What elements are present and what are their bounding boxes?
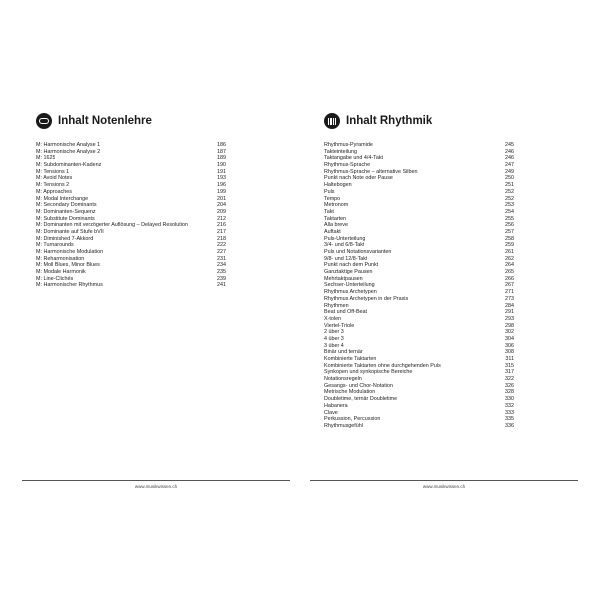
toc-entry-page: 255 <box>505 215 514 222</box>
toc-entry <box>324 262 514 269</box>
toc-entry <box>36 236 226 243</box>
toc-entry <box>324 209 514 216</box>
section-title: Inhalt Rhythmik <box>346 115 433 127</box>
toc-entry-title: M: Diminished 7-Akkord <box>36 235 94 242</box>
toc-entry <box>324 303 514 310</box>
toc-entry <box>36 282 226 289</box>
toc-entry-page: 250 <box>505 175 514 182</box>
toc-entry <box>324 343 514 350</box>
toc-entry <box>324 196 514 203</box>
toc-entry-title: Beat und Off-Beat <box>324 309 368 316</box>
toc-entry-page: 330 <box>505 396 514 403</box>
toc-entry-page: 306 <box>505 342 514 349</box>
toc-entry-title: Synkopen und synkopische Bereiche <box>324 369 413 376</box>
toc-entry <box>324 276 514 283</box>
toc-entry-page: 335 <box>505 416 514 423</box>
toc-entry-page: 302 <box>505 329 514 336</box>
section-title: Inhalt Notenlehre <box>58 115 152 127</box>
toc-entry-title: Auftakt <box>324 228 341 235</box>
toc-entry-page: 266 <box>505 275 514 282</box>
toc-entry <box>324 289 514 296</box>
toc-entry-page: 256 <box>505 222 514 229</box>
toc-entry <box>36 262 226 269</box>
toc-entry <box>324 256 514 263</box>
toc-entry <box>324 142 514 149</box>
toc-entry-title: M: Tensions 2 <box>36 182 70 189</box>
toc-entry-page: 201 <box>217 195 226 202</box>
toc-entry-page: 328 <box>505 389 514 396</box>
toc-entry-title: Metronom <box>324 202 349 209</box>
toc-entry-page: 271 <box>505 289 514 296</box>
footer-url: www.musikwissen.ch <box>422 484 466 489</box>
toc-entry <box>36 242 226 249</box>
toc-entry-page: 265 <box>505 269 514 276</box>
toc-entry-page: 241 <box>217 282 226 289</box>
toc-entry <box>36 222 226 229</box>
section-header <box>324 110 432 132</box>
toc-entry <box>36 169 226 176</box>
toc-entry-page: 252 <box>505 195 514 202</box>
toc-entry-page: 218 <box>217 235 226 242</box>
toc-entry-page: 254 <box>505 208 514 215</box>
toc-entry-title: 3 über 4 <box>324 342 344 349</box>
toc-entry-page: 298 <box>505 322 514 329</box>
toc-entry-page: 273 <box>505 295 514 302</box>
toc-entry-title: M: Dominanten mit verzögerter Auflösung – Delayed Resolution <box>36 222 188 229</box>
toc-entry <box>324 356 514 363</box>
toc-entry-page: 231 <box>217 255 226 262</box>
toc-entry-page: 227 <box>217 249 226 255</box>
toc-entry-title: Punkt nach dem Punkt <box>324 262 379 269</box>
toc-entry-title: 2 über 3 <box>324 329 344 336</box>
toc-entry-page: 304 <box>505 335 514 342</box>
toc-entry-title: Punkt nach Note oder Pause <box>324 175 393 182</box>
toc-entry-title: Alla breve <box>324 222 348 229</box>
toc-entry <box>324 309 514 316</box>
toc-entry <box>36 162 226 169</box>
toc-entry <box>324 389 514 396</box>
toc-entry <box>36 196 226 203</box>
toc-entry <box>324 222 514 229</box>
toc-entry-title: M: Modal Interchange <box>36 195 89 202</box>
toc-entry <box>36 229 226 236</box>
toc-entry <box>36 269 226 276</box>
toc-entry <box>324 403 514 410</box>
toc-entry-title: Taktangabe und 4/4-Takt <box>324 155 384 162</box>
toc-entry-page: 336 <box>505 422 514 429</box>
toc-entry-title: Tempo <box>324 195 341 202</box>
toc-entry-title: M: Moll Blues, Minor Blues <box>36 262 100 269</box>
toc-entry-page: 234 <box>217 262 226 269</box>
toc-entry <box>324 363 514 370</box>
table-of-contents <box>36 142 226 289</box>
toc-entry-page: 317 <box>505 369 514 376</box>
toc-entry-title: Haltebogen <box>324 182 352 189</box>
toc-entry-title: Habanera <box>324 402 348 409</box>
toc-entry-title: Rhythmus Archetypen in der Praxis <box>324 295 409 302</box>
toc-entry-title: Puls und Notationsvarianten <box>324 249 392 255</box>
toc-entry <box>36 189 226 196</box>
footer-divider <box>22 480 290 481</box>
toc-entry-title: Rhythmen <box>324 302 349 309</box>
toc-entry-title: Rhythmus-Pyramide <box>324 142 373 148</box>
toc-entry-title: M: Tensions 1 <box>36 168 70 175</box>
toc-entry <box>36 182 226 189</box>
toc-entry <box>324 182 514 189</box>
toc-entry-title: M: Dominante auf Stufe bVII <box>36 228 104 235</box>
toc-entry-title: Puls <box>324 188 335 195</box>
toc-entry-title: Kombinierte Taktarten ohne durchgehenden Puls <box>324 362 441 369</box>
toc-entry-title: M: Harmonische Modulation <box>36 249 104 255</box>
toc-entry-page: 311 <box>505 356 514 362</box>
toc-entry-title: Viertel-Triole <box>324 322 355 329</box>
toc-entry-page: 257 <box>505 228 514 235</box>
toc-entry-title: M: Turnarounds <box>36 242 74 249</box>
toc-entry-title: Ganztaktige Pausen <box>324 269 373 276</box>
footer-divider <box>310 480 578 481</box>
toc-entry <box>324 175 514 182</box>
toc-entry <box>324 416 514 423</box>
toc-entry-page: 322 <box>505 376 514 383</box>
toc-entry <box>324 216 514 223</box>
toc-entry-page: 308 <box>505 349 514 356</box>
toc-entry-page: 189 <box>217 155 226 162</box>
toc-entry-title: M: Line-Clichés <box>36 275 74 282</box>
note-circle-icon <box>36 113 52 129</box>
toc-entry-page: 187 <box>217 148 226 155</box>
toc-entry-title: X-tolen <box>324 315 342 322</box>
toc-entry <box>324 336 514 343</box>
toc-entry-title: M: Approaches <box>36 188 72 195</box>
toc-entry <box>324 369 514 376</box>
toc-entry-page: 326 <box>505 382 514 389</box>
section-header <box>36 110 152 132</box>
table-of-contents <box>324 142 514 430</box>
toc-entry-page: 245 <box>505 142 514 148</box>
toc-entry <box>36 142 226 149</box>
toc-entry-page: 212 <box>217 215 226 222</box>
toc-entry-page: 235 <box>217 269 226 276</box>
toc-entry-page: 262 <box>505 255 514 262</box>
toc-entry <box>324 149 514 156</box>
toc-entry <box>324 162 514 169</box>
toc-entry-page: 252 <box>505 188 514 195</box>
toc-entry <box>36 149 226 156</box>
toc-entry <box>36 216 226 223</box>
toc-entry-title: M: Reharmonisation <box>36 255 85 262</box>
toc-entry-title: M: Dominanten-Sequenz <box>36 208 96 215</box>
toc-entry-page: 246 <box>505 148 514 155</box>
toc-entry-title: M: Harmonische Analyse 2 <box>36 148 101 155</box>
footer-url: www.musikwissen.ch <box>134 484 178 489</box>
toc-entry <box>324 269 514 276</box>
toc-entry-title: Rhythmus-Sprache <box>324 162 371 169</box>
toc-entry <box>324 229 514 236</box>
toc-entry-title: M: Subdominanten-Kadenz <box>36 162 102 169</box>
toc-entry-page: 209 <box>217 208 226 215</box>
toc-entry <box>324 316 514 323</box>
toc-entry-page: 264 <box>505 262 514 269</box>
toc-entry <box>36 256 226 263</box>
toc-entry-page: 247 <box>505 162 514 169</box>
toc-entry <box>324 349 514 356</box>
toc-entry-title: Metrische Modulation <box>324 389 376 396</box>
toc-entry-title: M: Substitute Dominants <box>36 215 95 222</box>
toc-entry-title: Takteinteilung <box>324 148 357 155</box>
toc-entry-title: Taktarten <box>324 215 347 222</box>
toc-entry-page: 190 <box>217 162 226 169</box>
toc-entry-page: 216 <box>217 222 226 229</box>
left-page <box>22 100 290 500</box>
toc-entry-title: Doubletime, ternär Doubletime <box>324 396 398 403</box>
toc-entry-page: 217 <box>217 228 226 235</box>
toc-entry-page: 193 <box>217 175 226 182</box>
toc-entry-title: Notationsregeln <box>324 376 362 383</box>
toc-entry-title: 3/4- und 6/8-Takt <box>324 242 365 249</box>
toc-entry <box>324 383 514 390</box>
toc-entry <box>324 296 514 303</box>
toc-entry <box>36 155 226 162</box>
toc-entry <box>324 396 514 403</box>
toc-entry-page: 249 <box>505 168 514 175</box>
toc-entry-title: Rhythmusgefühl <box>324 422 363 429</box>
toc-entry <box>324 242 514 249</box>
rhythm-bars-circle-icon <box>324 113 340 129</box>
toc-entry-title: Mehrtaktpausen <box>324 275 363 282</box>
toc-entry-page: 284 <box>505 302 514 309</box>
toc-entry-page: 251 <box>505 182 514 189</box>
toc-entry-page: 261 <box>505 249 514 255</box>
toc-entry-title: M: 1625 <box>36 155 56 162</box>
toc-entry-title: Perkussion, Percussion <box>324 416 381 423</box>
toc-entry-page: 259 <box>505 242 514 249</box>
toc-entry-page: 332 <box>505 402 514 409</box>
toc-entry <box>324 249 514 256</box>
toc-entry-title: 9/8- und 12/8-Takt <box>324 255 368 262</box>
toc-entry-page: 315 <box>505 362 514 369</box>
toc-entry-title: Clave <box>324 409 338 416</box>
toc-entry <box>324 376 514 383</box>
toc-entry-title: Kombinierte Taktarten <box>324 356 377 362</box>
toc-entry-page: 258 <box>505 235 514 242</box>
toc-entry-title: M: Harmonischer Rhythmus <box>36 282 103 289</box>
toc-entry <box>324 410 514 417</box>
toc-entry-page: 204 <box>217 202 226 209</box>
toc-entry-title: M: Harmonische Analyse 1 <box>36 142 101 148</box>
toc-entry-title: Puls-Unterteilung <box>324 235 366 242</box>
toc-entry <box>36 276 226 283</box>
toc-entry <box>324 202 514 209</box>
toc-entry-title: Binär und ternär <box>324 349 363 356</box>
toc-entry <box>324 323 514 330</box>
toc-entry <box>36 209 226 216</box>
toc-entry <box>324 169 514 176</box>
toc-entry <box>36 202 226 209</box>
toc-entry-page: 246 <box>505 155 514 162</box>
toc-entry <box>324 189 514 196</box>
toc-entry-page: 293 <box>505 315 514 322</box>
toc-entry-page: 191 <box>217 168 226 175</box>
toc-entry-title: Rhythmus Archetypen <box>324 289 377 296</box>
toc-entry-title: M: Modale Harmonik <box>36 269 86 276</box>
toc-entry-title: Sechser-Unterteilung <box>324 282 375 289</box>
toc-entry-page: 333 <box>505 409 514 416</box>
right-page <box>310 100 578 500</box>
toc-entry-page: 239 <box>217 275 226 282</box>
toc-entry-title: 4 über 3 <box>324 335 344 342</box>
toc-entry-page: 291 <box>505 309 514 316</box>
toc-entry <box>324 236 514 243</box>
toc-entry-title: M: Avoid Notes <box>36 175 73 182</box>
toc-entry-page: 222 <box>217 242 226 249</box>
toc-entry-title: Rhythmus-Sprache – alternative Silben <box>324 168 418 175</box>
toc-entry-page: 196 <box>217 182 226 189</box>
toc-entry-page: 267 <box>505 282 514 289</box>
toc-entry <box>36 249 226 256</box>
toc-entry-title: M: Secondary Dominants <box>36 202 97 209</box>
toc-entry-page: 253 <box>505 202 514 209</box>
toc-entry <box>36 175 226 182</box>
toc-entry <box>324 155 514 162</box>
toc-entry-title: Gesangs- und Chor-Notation <box>324 382 393 389</box>
toc-entry <box>324 329 514 336</box>
toc-entry-page: 199 <box>217 188 226 195</box>
toc-entry-page: 186 <box>217 142 226 148</box>
toc-entry-title: Takt <box>324 208 334 215</box>
toc-entry <box>324 423 514 430</box>
toc-entry <box>324 282 514 289</box>
